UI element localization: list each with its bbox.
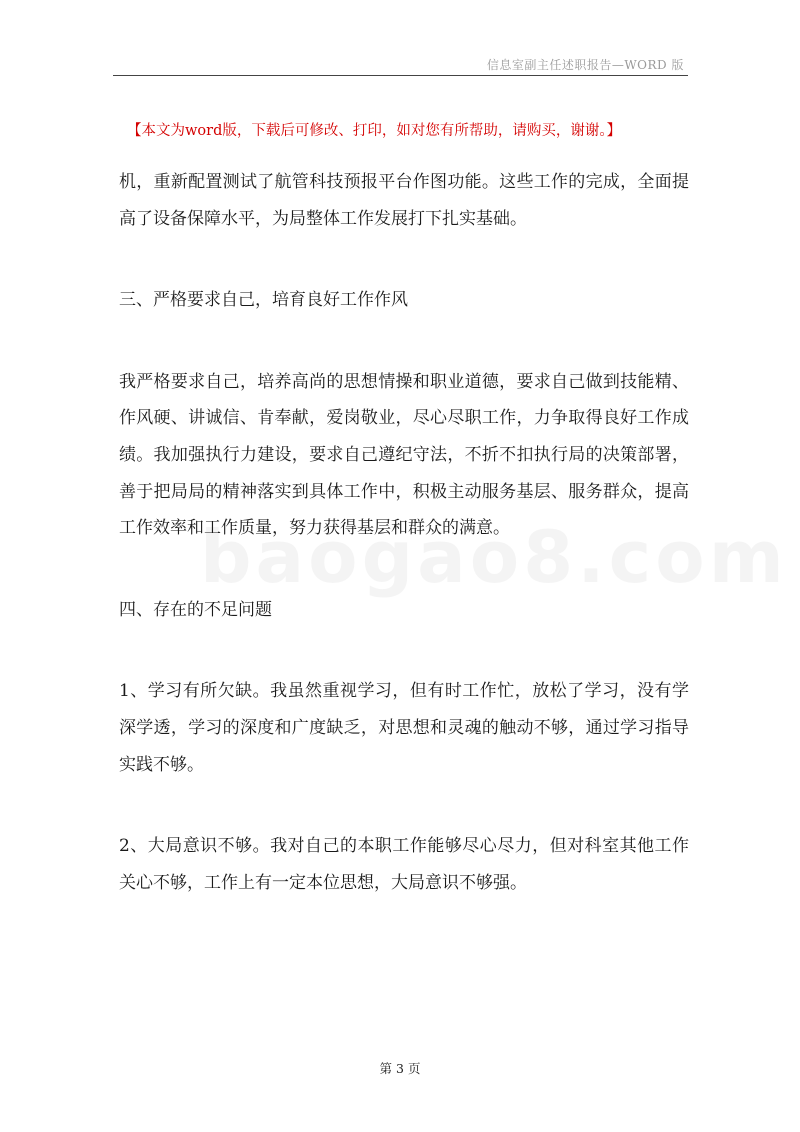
header-divider	[113, 75, 688, 76]
paragraph-issue-1: 1、学习有所欠缺。我虽然重视学习，但有时工作忙，放松了学习，没有学深学透，学习的深度和广度缺乏，对思想和灵魂的触动不够，通过学习指导实践不够。	[119, 681, 689, 775]
page-number: 第 3 页	[379, 1061, 421, 1076]
paragraph-work-style: 我严格要求自己，培养高尚的思想情操和职业道德，要求自己做到技能精、作风硬、讲诚信、肯奉献，爱岗敬业，尽心尽职工作，力争取得良好工作成绩。我加强执行力建设，要求自己遵纪守法，不折不扣执行局的决策部署，善于把局局的精神落实到具体工作中，积极主动服务基层、服务群众，提高工作效率和工作质量，努力获得基层和群众的满意。	[119, 371, 689, 539]
section-heading-3: 三、严格要求自己，培育良好工作作风	[119, 290, 408, 311]
download-notice: 【本文为word版，下载后可修改、打印，如对您有所帮助，请购买，谢谢。】	[127, 123, 622, 139]
paragraph-equipment-summary: 机，重新配置测试了航管科技预报平台作图功能。这些工作的完成，全面提高了设备保障水平，为局整体工作发展打下扎实基础。	[119, 172, 689, 229]
header-title: 信息室副主任述职报告—WORD 版	[486, 58, 684, 72]
section-heading-4: 四、存在的不足问题	[119, 599, 272, 620]
paragraph-issue-2: 2、大局意识不够。我对自己的本职工作能够尽心尽力，但对科室其他工作关心不够，工作上有一定本位思想，大局意识不够强。	[119, 836, 689, 893]
document-body	[119, 164, 689, 901]
